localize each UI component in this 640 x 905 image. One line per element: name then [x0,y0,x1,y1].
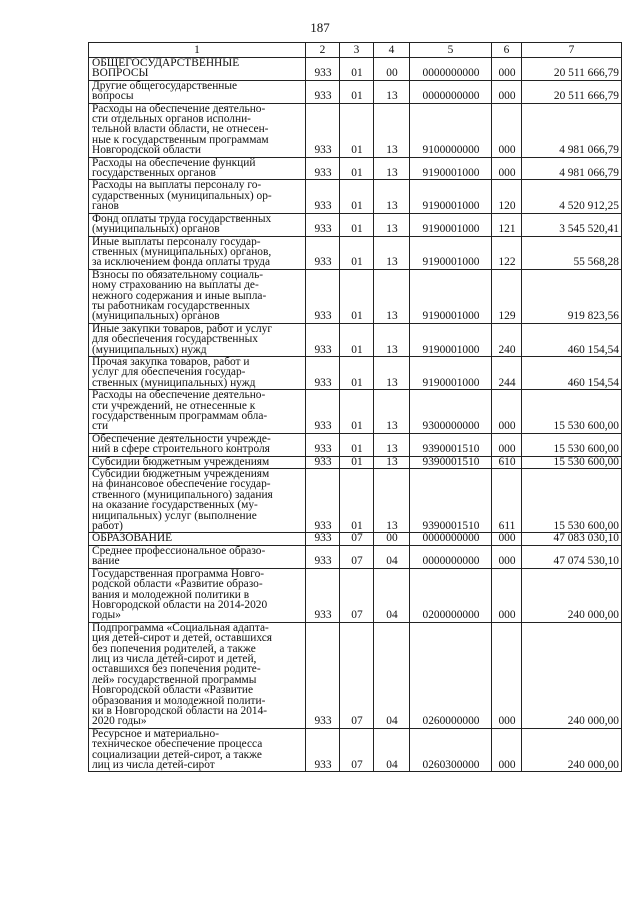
ministry-code: 933 [306,103,340,157]
ministry-code: 933 [306,456,340,468]
ministry-code: 933 [306,469,340,533]
section-code: 01 [340,80,374,103]
row-name-line: (муниципальных) органов [92,310,220,323]
ministry-code: 933 [306,269,340,323]
row-name-line: Ресурсное и материально- [92,727,219,740]
table-row [89,456,622,468]
row-name-line: лиц из числа детей-сирот и детей, [92,652,257,665]
section-code: 01 [340,323,374,356]
subsection-code: 13 [374,236,410,269]
expense-type-code: 122 [492,236,522,269]
column-header-5: 5 [410,43,492,58]
section-code: 01 [340,157,374,180]
row-name-line: родской области «Развитие образо- [92,578,263,591]
row-name-line: на оказание государственных (му- [92,499,258,512]
expense-type-code: 000 [492,390,522,434]
row-name-line: ственного (муниципального) задания [92,488,273,501]
amount: 460 154,54 [522,356,622,389]
row-name [89,469,306,533]
expense-type-code: 000 [492,568,522,622]
subsection-code: 13 [374,390,410,434]
row-name-line: вания и молодежной политики в [92,588,250,601]
row-name-line: 2020 годы» [92,715,147,728]
row-name [89,356,306,389]
row-name [89,80,306,103]
target-article-code: 9190001000 [410,213,492,236]
target-article-code: 9190001000 [410,356,492,389]
row-name [89,622,306,728]
amount: 55 568,28 [522,236,622,269]
ministry-code: 933 [306,180,340,213]
expense-type-code: 120 [492,180,522,213]
subsection-code: 13 [374,433,410,456]
row-name-line: ВОПРОСЫ [92,67,149,80]
table-row [89,533,622,545]
ministry-code: 933 [306,728,340,772]
target-article-code: 0000000000 [410,58,492,81]
row-name-line: Новгородской области на 2014-2020 [92,598,268,611]
subsection-code: 04 [374,622,410,728]
row-name-line: без попечения родителей, а также [92,642,256,655]
row-name [89,728,306,772]
section-code: 01 [340,103,374,157]
row-name [89,157,306,180]
table-body [89,58,622,772]
row-name-line: Фонд оплаты труда государственных [92,212,272,225]
row-name [89,213,306,236]
row-name [89,433,306,456]
row-name-line: годы» [92,609,121,622]
expense-type-code: 000 [492,622,522,728]
expense-type-code: 000 [492,157,522,180]
section-code: 01 [340,236,374,269]
target-article-code: 9190001000 [410,180,492,213]
subsection-code: 13 [374,180,410,213]
amount: 15 530 600,00 [522,433,622,456]
row-name-line: Новгородской области «Развитие [92,684,254,697]
table-header [89,43,622,58]
row-name-line: Другие общегосударственные [92,79,238,92]
subsection-code: 13 [374,269,410,323]
row-name-line: (муниципальных) нужд [92,343,207,356]
row-name-line: сти отдельных органов исполни- [92,113,251,126]
table-row [89,390,622,434]
row-name-line: тельной власти области, не отнесен- [92,123,269,136]
row-name-line: для обеспечения государственных [92,333,258,346]
expense-type-code: 610 [492,456,522,468]
target-article-code: 0000000000 [410,545,492,568]
row-name-line: Субсидии бюджетным учреждениям [92,455,270,468]
expense-type-code: 129 [492,269,522,323]
ministry-code: 933 [306,157,340,180]
amount: 20 511 666,79 [522,80,622,103]
table-row [89,58,622,81]
section-code: 07 [340,533,374,545]
ministry-code: 933 [306,58,340,81]
column-header-2: 2 [306,43,340,58]
section-code: 01 [340,213,374,236]
row-name-line: сти [92,420,109,433]
table-row [89,236,622,269]
section-code: 01 [340,469,374,533]
amount: 15 530 600,00 [522,456,622,468]
row-name [89,568,306,622]
row-name-line: ки в Новгородской области на 2014- [92,704,268,717]
subsection-code: 13 [374,456,410,468]
budget-table [88,42,622,772]
table-row [89,269,622,323]
target-article-code: 0000000000 [410,533,492,545]
row-name-line: Расходы на обеспечение деятельно- [92,389,266,402]
ministry-code: 933 [306,390,340,434]
expense-type-code: 000 [492,545,522,568]
table-row [89,469,622,533]
section-code: 01 [340,390,374,434]
row-name-line: Прочая закупка товаров, работ и [92,355,250,368]
row-name-line: Государственная программа Новго- [92,567,265,580]
row-name-line: работ) [92,520,123,533]
target-article-code: 0200000000 [410,568,492,622]
row-name-line: ные к государственным программам [92,133,269,146]
subsection-code: 13 [374,213,410,236]
row-name-line: ОБРАЗОВАНИЕ [92,532,173,545]
row-name-line: образования и молодежной полити- [92,694,266,707]
amount: 460 154,54 [522,323,622,356]
section-code: 07 [340,545,374,568]
subsection-code: 13 [374,80,410,103]
amount: 4 520 912,25 [522,180,622,213]
row-name-line: Расходы на обеспечение функций [92,156,256,169]
row-name-line: Расходы на выплаты персоналу го- [92,179,262,192]
row-name-line: ственных (муниципальных) органов, [92,245,272,258]
section-code: 01 [340,180,374,213]
row-name-line: сти учреждений, не отнесенные к [92,399,256,412]
row-name-line: Иные закупки товаров, работ и услуг [92,322,273,335]
expense-type-code: 000 [492,80,522,103]
section-code: 07 [340,568,374,622]
row-name-line: оставшихся без попечения родите- [92,663,261,676]
ministry-code: 933 [306,545,340,568]
ministry-code: 933 [306,568,340,622]
row-name-line: Обеспечение деятельности учрежде- [92,432,271,445]
amount: 240 000,00 [522,568,622,622]
row-name-line: ция детей-сирот и детей, оставшихся [92,632,273,645]
table-row [89,728,622,772]
amount: 15 530 600,00 [522,469,622,533]
page-number: 187 [310,20,330,35]
amount: 20 511 666,79 [522,58,622,81]
row-name [89,103,306,157]
target-article-code: 9390001510 [410,469,492,533]
row-name-line: ниципальных) услуг (выполнение [92,509,257,522]
target-article-code: 0260000000 [410,622,492,728]
subsection-code: 13 [374,103,410,157]
column-header-7: 7 [522,43,622,58]
table-row [89,80,622,103]
ministry-code: 933 [306,622,340,728]
table-row [89,622,622,728]
row-name [89,533,306,545]
target-article-code: 9390001510 [410,433,492,456]
ministry-code: 933 [306,213,340,236]
table-row [89,433,622,456]
row-name [89,58,306,81]
row-name-line: Новгородской области [92,144,201,157]
row-name-line: на финансовое обеспечение государ- [92,478,271,491]
table-row [89,213,622,236]
section-code: 01 [340,269,374,323]
subsection-code: 13 [374,157,410,180]
row-name-line: (муниципальных) органов [92,223,220,236]
target-article-code: 9390001510 [410,456,492,468]
row-name-line: техническое обеспечение процесса [92,738,263,751]
row-name [89,545,306,568]
ministry-code: 933 [306,80,340,103]
section-code: 01 [340,356,374,389]
row-name-line: лей» государственной программы [92,673,257,686]
amount: 4 981 066,79 [522,103,622,157]
subsection-code: 04 [374,568,410,622]
row-name-line: Среднее профессиональное образо- [92,544,266,557]
subsection-code: 13 [374,469,410,533]
subsection-code: 00 [374,533,410,545]
table-row [89,180,622,213]
section-code: 01 [340,433,374,456]
row-name [89,456,306,468]
row-name-line: Взносы по обязательному социаль- [92,268,264,281]
target-article-code: 9190001000 [410,157,492,180]
expense-type-code: 000 [492,728,522,772]
column-header-3: 3 [340,43,374,58]
row-name-line: Иные выплаты персоналу государ- [92,235,261,248]
subsection-code: 04 [374,545,410,568]
amount: 4 981 066,79 [522,157,622,180]
row-name-line: государственных органов [92,167,216,180]
row-name-line: ний в сфере строительного контроля [92,443,270,456]
ministry-code: 933 [306,433,340,456]
row-name-line: социализации детей-сирот, а также [92,748,262,761]
row-name-line: ганов [92,200,119,213]
row-name [89,180,306,213]
row-name-line: нежного содержания и иные выпла- [92,289,267,302]
row-name-line: услуг для обеспечения государ- [92,366,246,379]
amount: 3 545 520,41 [522,213,622,236]
subsection-code: 13 [374,323,410,356]
amount: 919 823,56 [522,269,622,323]
target-article-code: 9190001000 [410,269,492,323]
row-name-line: государственным программам обла- [92,410,268,422]
target-article-code: 9300000000 [410,390,492,434]
row-name [89,236,306,269]
expense-type-code: 121 [492,213,522,236]
row-name-line: лиц из числа детей-сирот [92,759,215,771]
row-name-line: вание [92,555,120,568]
row-name-line: ному страхованию на выплаты де- [92,279,259,292]
amount: 15 530 600,00 [522,390,622,434]
subsection-code: 04 [374,728,410,772]
ministry-code: 933 [306,323,340,356]
target-article-code: 9190001000 [410,236,492,269]
ministry-code: 933 [306,236,340,269]
row-name-line: ственных (муниципальных) нужд [92,376,256,389]
subsection-code: 13 [374,356,410,389]
table-row [89,157,622,180]
amount: 240 000,00 [522,728,622,772]
row-name-line: вопросы [92,90,134,103]
row-name-line: Расходы на обеспечение деятельно- [92,102,266,115]
row-name [89,323,306,356]
row-name-line: за исключением фонда оплаты труда [92,256,271,269]
subsection-code: 00 [374,58,410,81]
ministry-code: 933 [306,533,340,545]
section-code: 01 [340,58,374,81]
section-code: 07 [340,728,374,772]
table-row [89,323,622,356]
table-row [89,545,622,568]
expense-type-code: 244 [492,356,522,389]
target-article-code: 0260300000 [410,728,492,772]
row-name-line: ты работникам государственных [92,299,250,312]
expense-type-code: 000 [492,533,522,545]
target-article-code: 0000000000 [410,80,492,103]
column-header-6: 6 [492,43,522,58]
amount: 47 083 030,10 [522,533,622,545]
expense-type-code: 000 [492,58,522,81]
section-code: 07 [340,622,374,728]
amount: 47 074 530,10 [522,545,622,568]
expense-type-code: 000 [492,433,522,456]
target-article-code: 9100000000 [410,103,492,157]
row-name [89,269,306,323]
table-row [89,356,622,389]
expense-type-code: 240 [492,323,522,356]
amount: 240 000,00 [522,622,622,728]
row-name-line: Подпрограмма «Социальная адапта- [92,621,269,634]
row-name-line: Субсидии бюджетным учреждениям [92,468,270,481]
table-row [89,568,622,622]
ministry-code: 933 [306,356,340,389]
table-row [89,103,622,157]
column-header-1: 1 [89,43,306,58]
section-code: 01 [340,456,374,468]
row-name [89,390,306,434]
row-name-line: ОБЩЕГОСУДАРСТВЕННЫЕ [92,57,240,69]
column-header-4: 4 [374,43,410,58]
target-article-code: 9190001000 [410,323,492,356]
expense-type-code: 611 [492,469,522,533]
expense-type-code: 000 [492,103,522,157]
row-name-line: сударственных (муниципальных) ор- [92,189,272,202]
